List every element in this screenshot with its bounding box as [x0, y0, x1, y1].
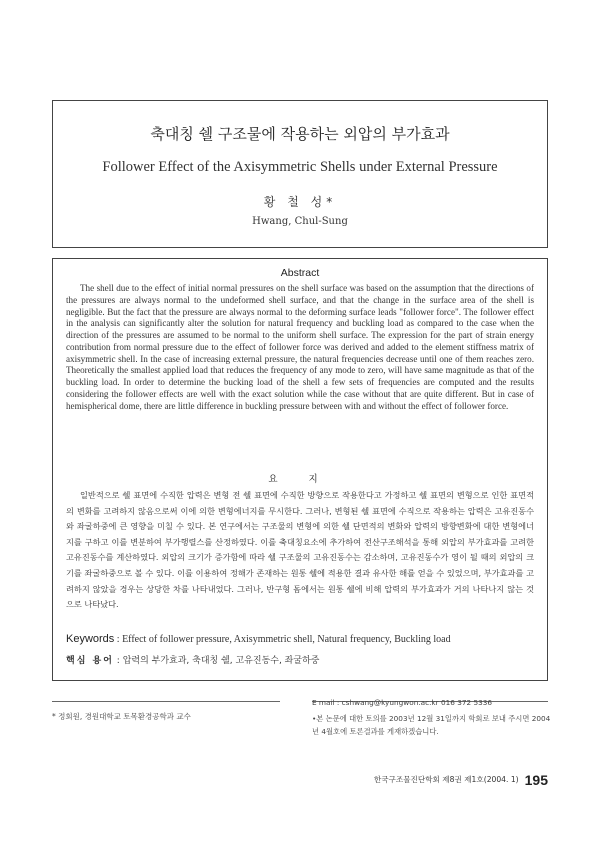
author-email-footnote: E mail : cshwang@kyungwon.ac.kr 016 372 5336 — [312, 698, 493, 707]
author-name-korean: 황 철 성* — [263, 195, 337, 209]
journal-citation: 한국구조물진단학회 제8권 제1호(2004. 1) — [373, 775, 519, 784]
author-affiliation-footnote: * 정회원, 경원대학교 토목환경공학과 교수 — [52, 712, 191, 721]
abstract-body: The shell due to the effect of initial normal pressures on the shell surface was based on the assumption that the directions of the pressures are always normal to the undeformed shell surface, and that the change in the surface area of the shell is negligible. But the fact that the pressure are always normal to the deforming surface leads "follower force". The follower effect in the analysis can significantly alter the solution for natural frequency and buckling load as compared to the case when the direction of the pressures are assumed to be normal to the uniform shell surface. The expression for the part of strain energy contribution from normal pressure due to the effect of follower force was derived and added to the element stiffness matrix of axisymmetric shell. In the case of increasing external pressure, the natural frequencies decrease until one of them reaches zero. Theoretically the smallest applied load that reduces the frequency of any mode to zero, will have same magnitude as that of the buckling load. In order to determine the bucking load of the shell a few sets of frequencies are computed and the results considering the follower effects are well with the exact solution while the case without that are quite different. But in case of hemispherical dome, there are little difference in buckling pressure between with and without the effect of follower force. — [66, 283, 534, 411]
keywords-separator: : — [114, 634, 123, 645]
keywords-korean-label: 핵심 용어 — [66, 656, 114, 666]
page-number: 195 — [524, 771, 548, 788]
author-name-english: Hwang, Chul-Sung — [252, 216, 348, 227]
summary-korean-heading: 요 지 — [268, 474, 332, 485]
abstract-heading: Abstract — [280, 267, 320, 279]
footnote-divider-left — [52, 701, 280, 702]
abstract-box — [52, 258, 548, 681]
title-box — [52, 100, 548, 248]
keywords-korean — [66, 653, 537, 666]
keywords-text: Effect of follower pressure, Axisymmetric shell, Natural frequency, Buckling load — [122, 634, 451, 645]
summary-korean-body: 일반적으로 쉘 표면에 수직한 압력은 변형 전 쉘 표면에 수직한 방향으로 작용한다고 가정하고 쉘 표면의 변형으로 인한 표면적의 변화를 고려하지 않음으로써 이에 의한 변형에너지를 무시한다. 그러나, 변형된 쉘 표면에 수직으로 작용하는 압력은 고유진동수와 좌굴하중에 큰 영향을 미칠 수 있다. 본 연구에서는 구조물의 변형에 의한 쉘 단면적의 변화와 압력의 방향변화에 대한 변형에너지를 구하고 이를 변분하여 부가행렬스를 산정하였다. 이를 축대칭요소에 추가하여 전산구조해석을 통해 외압의 부가효과를 고려한 고유진동수를 계산하였다. 외압의 크기가 증가함에 따라 쉘 구조물의 고유진동수는 감소하며, 고유진동수가 영이 될 때의 외압의 크기를 좌굴하중으로 볼 수 있다. 이를 이용하여 정해가 존재하는 원통 쉘에 적용한 결과 유사한 해를 얻을 수 있었으며, 부가효과를 고려하지 않았을 경우는 상당한 차를 나타내었다. 그러나, 반구형 돔에서는 원통 쉘에 비해 압력의 부가효과가 거의 나타나지 않는 것으로 나타났다. — [66, 490, 534, 610]
keywords-korean-text: 압력의 부가효과, 축대칭 쉘, 고유진동수, 좌굴하중 — [122, 656, 320, 666]
paper-title-english: Follower Effect of the Axisymmetric Shells under External Pressure — [102, 159, 498, 175]
discussion-notice-footnote: •본 논문에 대한 토의를 2003년 12월 31일까지 학회로 보내 주시면 2004년 4월호에 토론결과를 게재하겠습니다. — [312, 714, 551, 736]
keywords-label: Keywords — [66, 633, 115, 645]
keywords-korean-separator: : — [113, 656, 123, 666]
page-footer — [330, 769, 548, 788]
paper-title-korean: 축대칭 쉘 구조물에 작용하는 외압의 부가효과 — [150, 125, 450, 143]
keywords-english — [66, 633, 537, 645]
